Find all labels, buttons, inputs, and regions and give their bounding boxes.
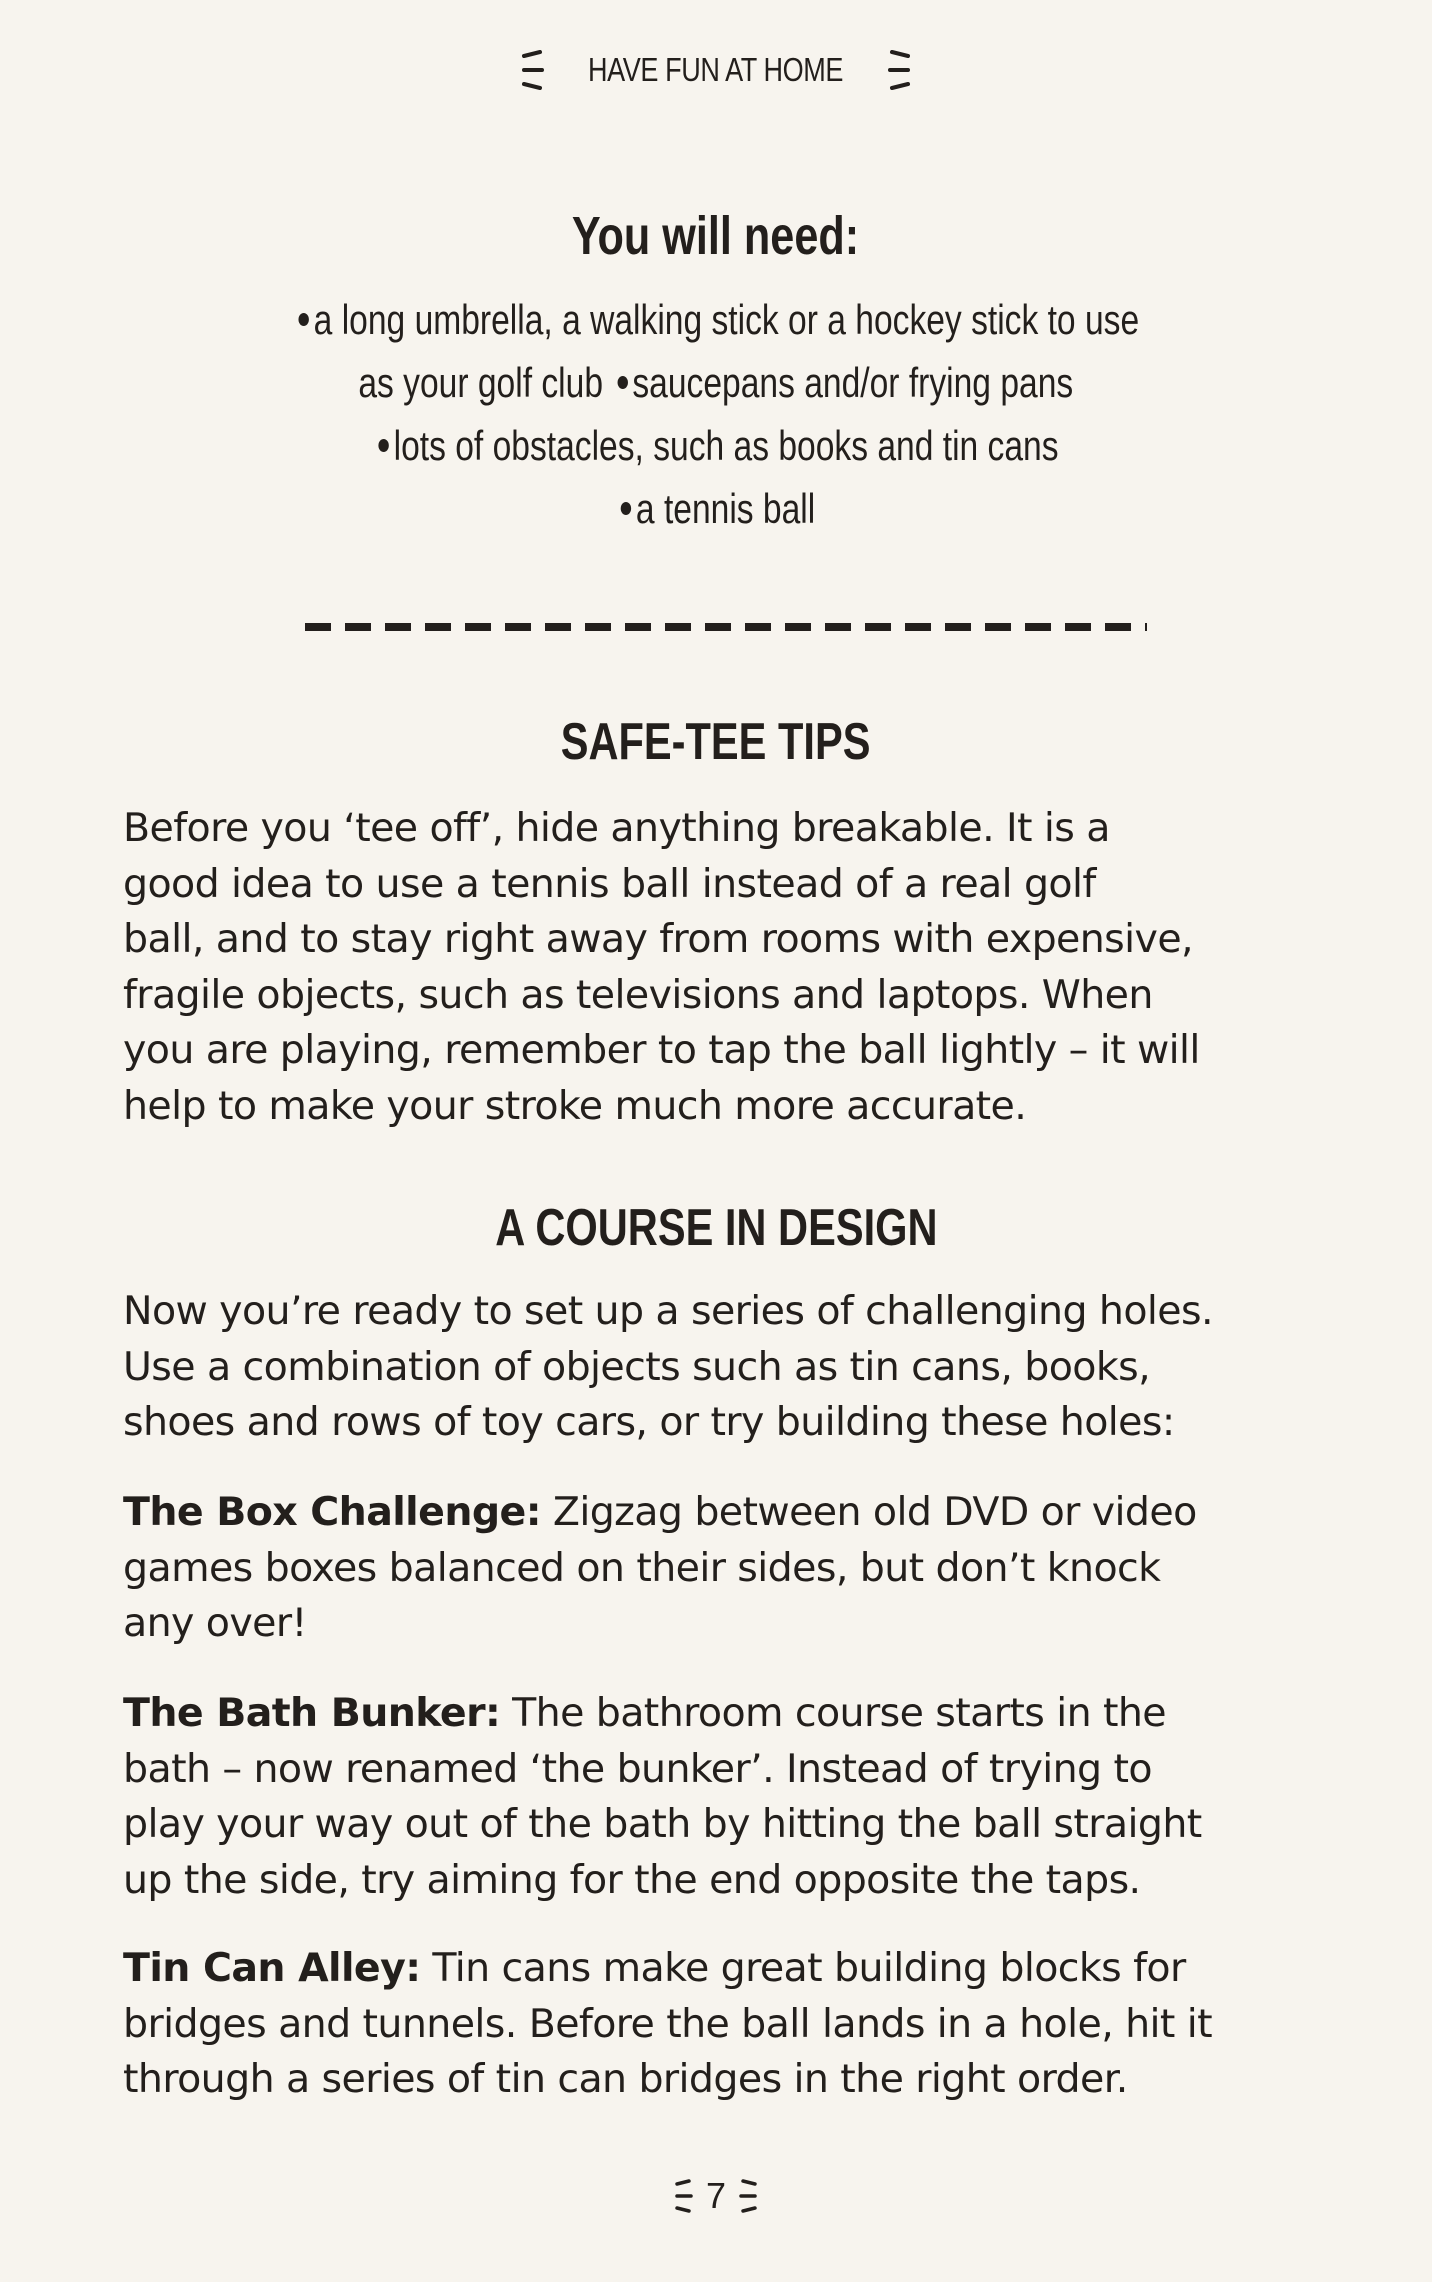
needs-line bbox=[116, 477, 1316, 540]
running-header-title: HAVE FUN AT HOME bbox=[588, 51, 844, 88]
text-line: bath – now renamed ‘the bunker’. Instead of trying to bbox=[123, 1745, 1152, 1792]
hole-name: The Bath Bunker: bbox=[123, 1690, 501, 1736]
needs-list bbox=[116, 288, 1316, 540]
text-line: help to make your stroke much more accurate. bbox=[123, 1082, 1027, 1129]
text-line: The Bath Bunker: The bathroom course starts in the bbox=[123, 1690, 1166, 1736]
running-header bbox=[0, 50, 1432, 90]
needs-item: saucepans and/or frying pans bbox=[632, 359, 1074, 406]
dashed-divider bbox=[305, 623, 1147, 631]
text-line: up the side, try aiming for the end opposite the taps. bbox=[123, 1856, 1141, 1903]
text-line: any over! bbox=[123, 1600, 307, 1646]
page-footer bbox=[0, 2175, 1432, 2217]
text-line: good idea to use a tennis ball instead of a real golf bbox=[123, 860, 1096, 907]
chevron-dashes-icon bbox=[886, 50, 912, 90]
text-line: through a series of tin can bridges in the right order. bbox=[123, 2056, 1128, 2102]
needs-item: lots of obstacles, such as books and tin cans bbox=[393, 422, 1059, 469]
bath-bunker-paragraph bbox=[123, 1686, 1313, 1908]
box-challenge-paragraph bbox=[123, 1485, 1313, 1652]
text-line: you are playing, remember to tap the ball lightly – it will bbox=[123, 1027, 1200, 1073]
needs-item: a long umbrella, a walking stick or a hockey stick to use bbox=[313, 296, 1139, 343]
needs-line bbox=[116, 351, 1316, 414]
section-heading-course: A COURSE IN DESIGN bbox=[494, 1199, 938, 1257]
bullet-icon bbox=[378, 439, 388, 452]
chevron-dashes-icon bbox=[520, 50, 546, 90]
section-heading-safe-tee: SAFE-TEE TIPS bbox=[561, 713, 871, 771]
needs-item: a tennis ball bbox=[636, 485, 816, 532]
chevron-dashes-icon bbox=[674, 2179, 694, 2213]
page-number: 7 bbox=[705, 2175, 727, 2216]
text-line: Before you ‘tee off’, hide anything breakable. It is a bbox=[123, 805, 1110, 851]
tin-can-alley-paragraph bbox=[123, 1941, 1313, 2108]
text-line: bridges and tunnels. Before the ball lands in a hole, hit it bbox=[123, 2000, 1213, 2047]
safe-tee-paragraph bbox=[123, 801, 1313, 1134]
needs-title: You will need: bbox=[572, 206, 860, 266]
text-line: The Box Challenge: Zigzag between old DVD or video bbox=[123, 1489, 1197, 1535]
text-line: ball, and to stay right away from rooms with expensive, bbox=[123, 916, 1193, 962]
needs-line bbox=[116, 414, 1316, 477]
text-line: fragile objects, such as televisions and laptops. When bbox=[123, 971, 1153, 1018]
course-intro-paragraph bbox=[123, 1284, 1313, 1451]
hole-name: The Box Challenge: bbox=[123, 1489, 541, 1535]
bullet-icon bbox=[621, 502, 631, 515]
text-line: Now you’re ready to set up a series of challenging holes. bbox=[123, 1288, 1213, 1334]
bullet-icon bbox=[298, 313, 308, 326]
text-line: Tin Can Alley: Tin cans make great building blocks for bbox=[123, 1945, 1186, 1991]
text-line: Use a combination of objects such as tin cans, books, bbox=[123, 1343, 1151, 1390]
needs-line bbox=[116, 288, 1316, 351]
text-line: shoes and rows of toy cars, or try building these holes: bbox=[123, 1399, 1175, 1445]
text-line: play your way out of the bath by hitting the ball straight bbox=[123, 1801, 1202, 1847]
needs-item: as your golf club bbox=[358, 359, 604, 406]
hole-name: Tin Can Alley: bbox=[123, 1945, 421, 1991]
bullet-icon bbox=[617, 376, 627, 389]
text-line: games boxes balanced on their sides, but don’t knock bbox=[123, 1544, 1161, 1591]
chevron-dashes-icon bbox=[738, 2179, 758, 2213]
